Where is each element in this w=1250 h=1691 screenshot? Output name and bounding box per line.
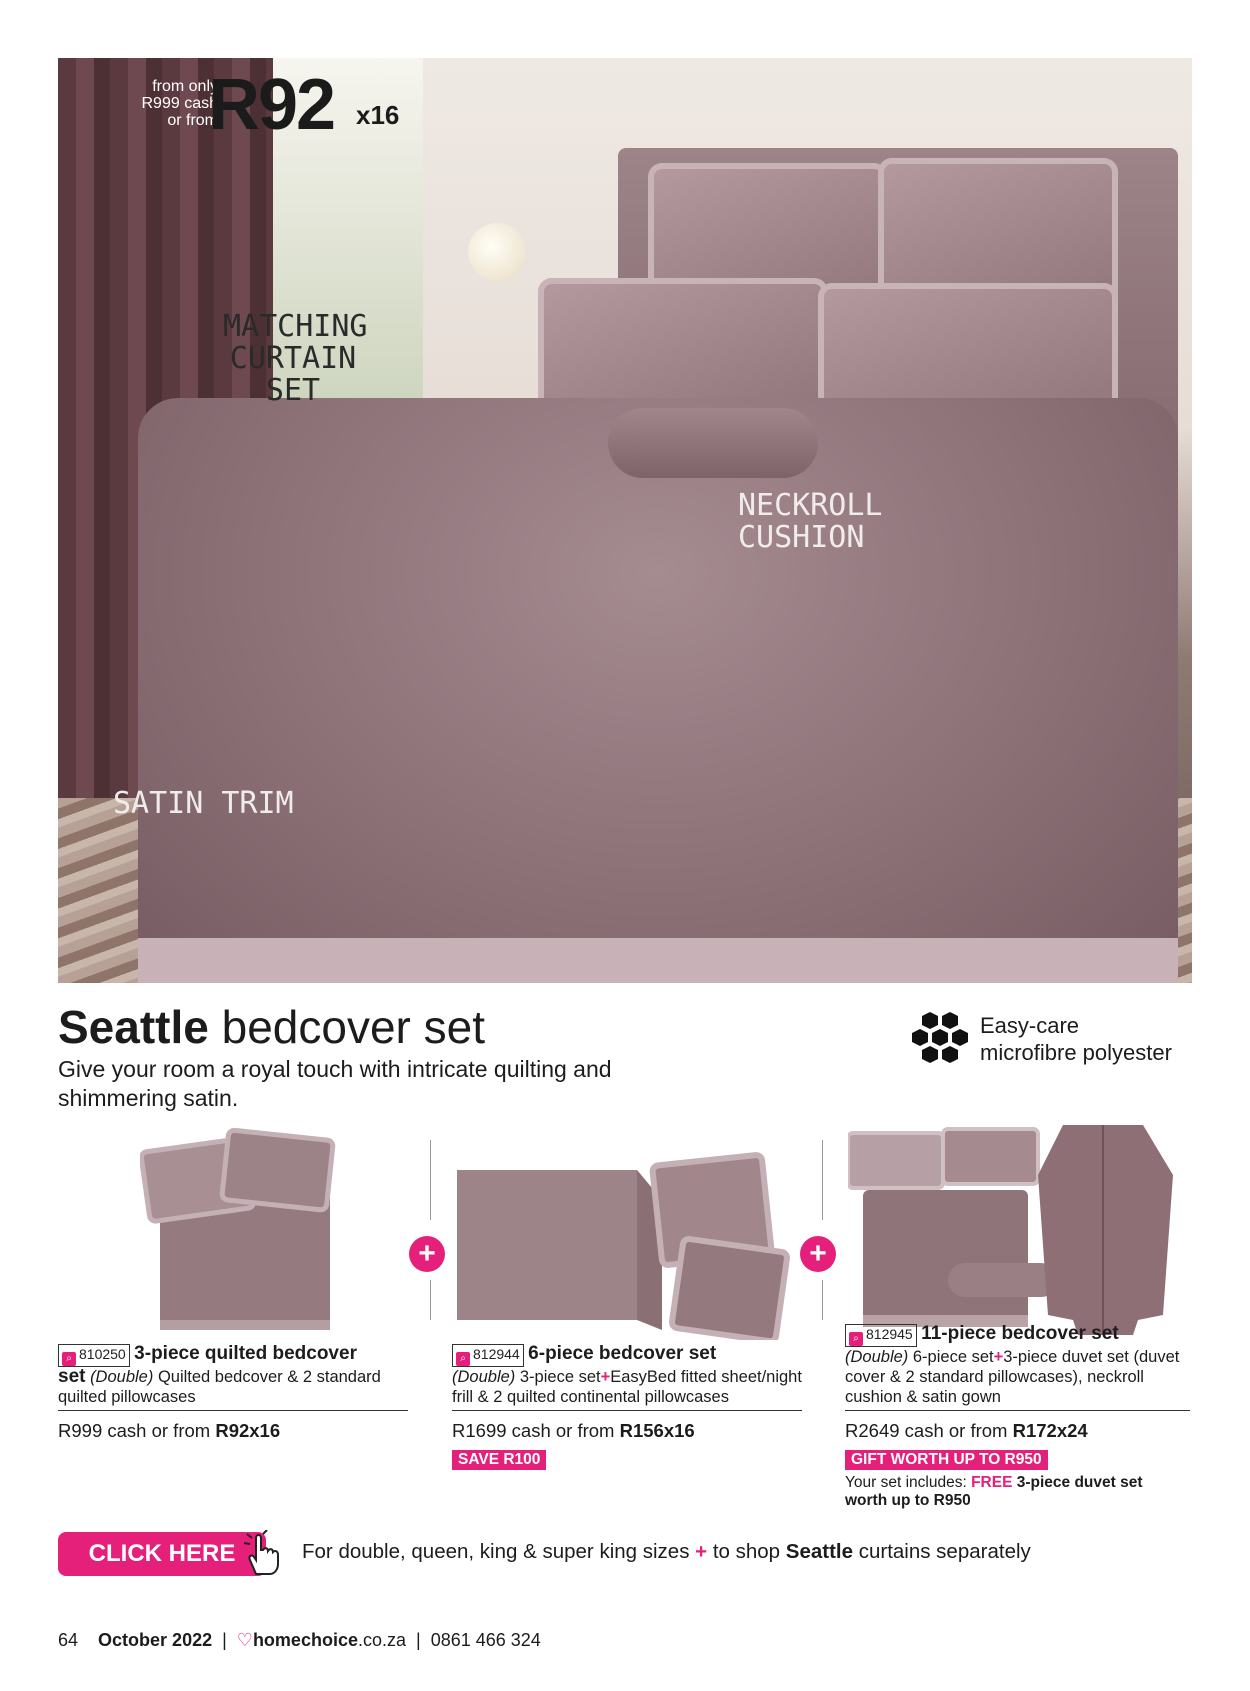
product-1-code: 810250 (79, 1346, 126, 1362)
cta-info (302, 1540, 1031, 1564)
product-image-6-piece (452, 1140, 792, 1340)
headline-bold: Seattle (58, 1001, 209, 1053)
promo-price: R92 (208, 65, 335, 145)
save-badge: SAVE R100 (452, 1450, 546, 1470)
promo-or-from: or from (167, 112, 218, 129)
product-2-code-box (452, 1344, 524, 1367)
neckroll-cushion (608, 408, 818, 478)
footer-brand[interactable]: homechoice (252, 1630, 358, 1650)
gift-free: FREE (971, 1474, 1013, 1491)
product-2-size: (Double) (452, 1368, 516, 1386)
care-text (980, 1012, 1172, 1066)
satin-trim (138, 938, 1178, 983)
product-3-code: 812945 (866, 1326, 913, 1342)
gift-badge: GIFT WORTH UP TO R950 (845, 1450, 1048, 1470)
page-number: 64 (58, 1630, 79, 1650)
search-icon: ⌕ (62, 1352, 76, 1366)
footer: 64 October 2022 | ♡homechoice.co.za | 0861 466 324 (58, 1630, 541, 1650)
plus-icon: + (600, 1368, 611, 1386)
promo-cash: R999 cash (141, 95, 218, 112)
product-headline (58, 1000, 485, 1054)
product-2-code: 812944 (473, 1346, 520, 1362)
plus-icon: + (695, 1540, 708, 1563)
footer-domain[interactable]: .co.za (357, 1630, 406, 1650)
lamp (468, 223, 526, 281)
product-2-desc: 3-piece set (519, 1368, 601, 1386)
cta-info-mid: to shop (707, 1540, 786, 1563)
callout-satin: SATIN TRIM (113, 786, 294, 821)
product-2-price (452, 1420, 695, 1442)
divider (430, 1140, 431, 1220)
product-1-price-terms: R92x16 (215, 1420, 281, 1441)
product-3-price-cash: R2649 cash or from (845, 1420, 1013, 1441)
product-subline: Give your room a royal touch with intricate quilting and shimmering satin. (58, 1056, 612, 1111)
callout-neckroll: NECKROLL CUSHION (738, 488, 883, 555)
promo-from-only: from only (152, 78, 218, 95)
pointer-hand-icon[interactable] (242, 1530, 282, 1576)
product-1-title: 3-piece quilted bedcover (134, 1343, 357, 1364)
footer-date: October 2022 (98, 1630, 213, 1650)
product-3-price-terms: R172x24 (1012, 1420, 1088, 1441)
rule (58, 1410, 408, 1411)
product-3-price (845, 1420, 1088, 1442)
care-line2: microfibre polyester (980, 1040, 1172, 1065)
care-line1: Easy-care (980, 1013, 1080, 1038)
footer-phone: 0861 466 324 (430, 1630, 541, 1650)
gift-text (845, 1474, 1145, 1510)
bedcover (138, 398, 1178, 978)
cta-info-post: curtains separately (853, 1540, 1031, 1563)
plus-icon: + (800, 1236, 836, 1272)
product-3-desc: 6-piece set (912, 1348, 994, 1366)
product-2-title: 6-piece bedcover set (528, 1343, 717, 1364)
product-1-desc: Quilted bedcover & 2 standard quilted pillowcases (58, 1368, 381, 1406)
headline-rest: bedcover set (208, 1001, 486, 1053)
product-1-info (58, 1343, 418, 1407)
rule (845, 1410, 1190, 1411)
divider (822, 1280, 823, 1320)
click-here-button[interactable]: CLICK HERE (58, 1532, 266, 1576)
divider (822, 1140, 823, 1220)
product-1-title-cont: set (58, 1366, 86, 1387)
hero-image (58, 58, 1192, 983)
honeycomb-icon (910, 1010, 970, 1066)
product-2-info (452, 1343, 812, 1407)
gift-post: 3-piece duvet set worth up to R950 (845, 1474, 1143, 1509)
product-1-size: (Double) (90, 1368, 154, 1386)
product-2-desc-plus: EasyBed fitted sheet/night frill & 2 quilted continental pillowcases (452, 1368, 802, 1406)
product-3-title: 11-piece bedcover set (921, 1323, 1119, 1344)
promo-small (78, 78, 218, 129)
product-1-code-box (58, 1344, 130, 1367)
product-1-price-cash: R999 cash or from (58, 1420, 216, 1441)
product-3-desc-plus: 3-piece duvet set (duvet cover & 2 standard pillowcases), neckroll cushion & satin gown (845, 1348, 1180, 1406)
product-image-11-piece (848, 1115, 1178, 1345)
cta-info-pre: For double, queen, king & super king sizes (302, 1540, 696, 1563)
product-2-price-terms: R156x16 (619, 1420, 695, 1441)
divider (430, 1280, 431, 1320)
product-2-price-cash: R1699 cash or from (452, 1420, 620, 1441)
cta-info-bold: Seattle (785, 1540, 854, 1563)
plus-icon: + (993, 1348, 1004, 1366)
product-3-size: (Double) (845, 1348, 909, 1366)
callout-curtain: MATCHING CURTAIN SET (223, 309, 368, 408)
plus-icon: + (409, 1236, 445, 1272)
rule (452, 1410, 802, 1411)
product-image-3-piece (140, 1125, 350, 1335)
heart-icon: ♡ (236, 1630, 253, 1650)
gift-pre: Your set includes: (845, 1474, 972, 1491)
search-icon: ⌕ (456, 1352, 470, 1366)
product-3-info (845, 1323, 1195, 1407)
product-1-price (58, 1420, 280, 1442)
promo-multiplier: x16 (356, 100, 400, 130)
product-3-code-box (845, 1324, 917, 1347)
search-icon: ⌕ (849, 1332, 863, 1346)
